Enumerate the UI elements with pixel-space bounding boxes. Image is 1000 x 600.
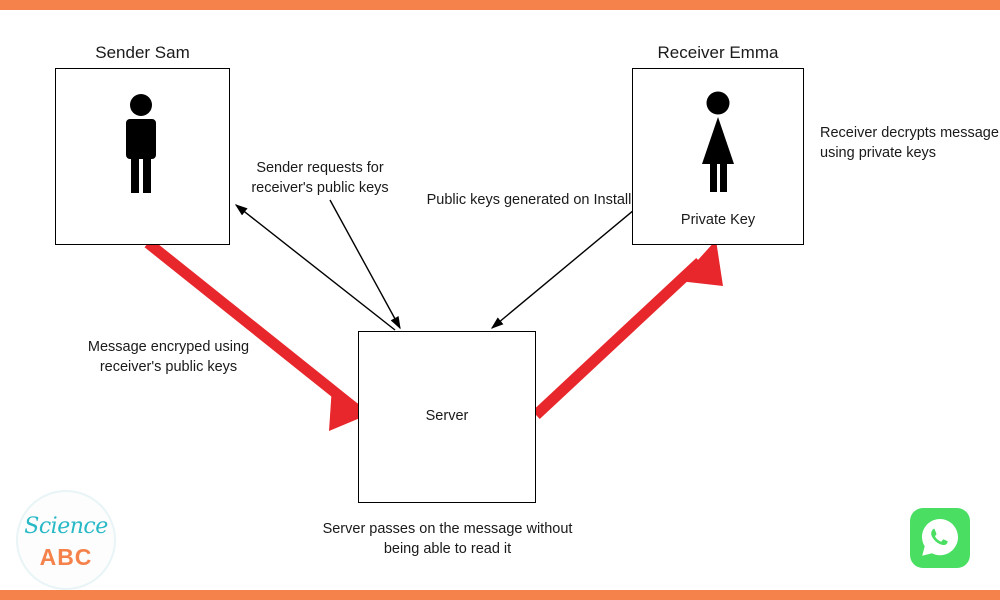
science-abc-logo bbox=[16, 490, 116, 590]
arrow-encrypted-server-to-receiver bbox=[536, 240, 723, 415]
logo-line-science: Science bbox=[24, 514, 108, 539]
logo-line-abc: ABC bbox=[39, 544, 93, 570]
receiver-title: Receiver Emma bbox=[657, 43, 779, 62]
private-key-label: Private Key bbox=[680, 212, 756, 228]
note-public-keys: Public keys generated on Install bbox=[426, 192, 632, 208]
male-figure-icon bbox=[113, 93, 169, 198]
note-server-pass: Server passes on the message without being able to read it bbox=[322, 521, 573, 557]
note-receiver-decrypt: Receiver decrypts message using private keys bbox=[820, 125, 999, 161]
female-figure-icon bbox=[687, 90, 749, 197]
arrow-sender-to-server bbox=[330, 200, 400, 328]
note-message-encrypted: Message encryped using receiver's public keys bbox=[87, 339, 250, 375]
note-sender-request: Sender requests for receiver's public keys bbox=[251, 160, 389, 196]
arrow-server-to-sender bbox=[236, 205, 395, 330]
arrow-receiver-to-server bbox=[492, 205, 640, 328]
logo-circle bbox=[16, 490, 116, 590]
whatsapp-icon bbox=[910, 508, 970, 568]
server-label: Server bbox=[425, 408, 469, 424]
sender-title: Sender Sam bbox=[95, 43, 190, 62]
